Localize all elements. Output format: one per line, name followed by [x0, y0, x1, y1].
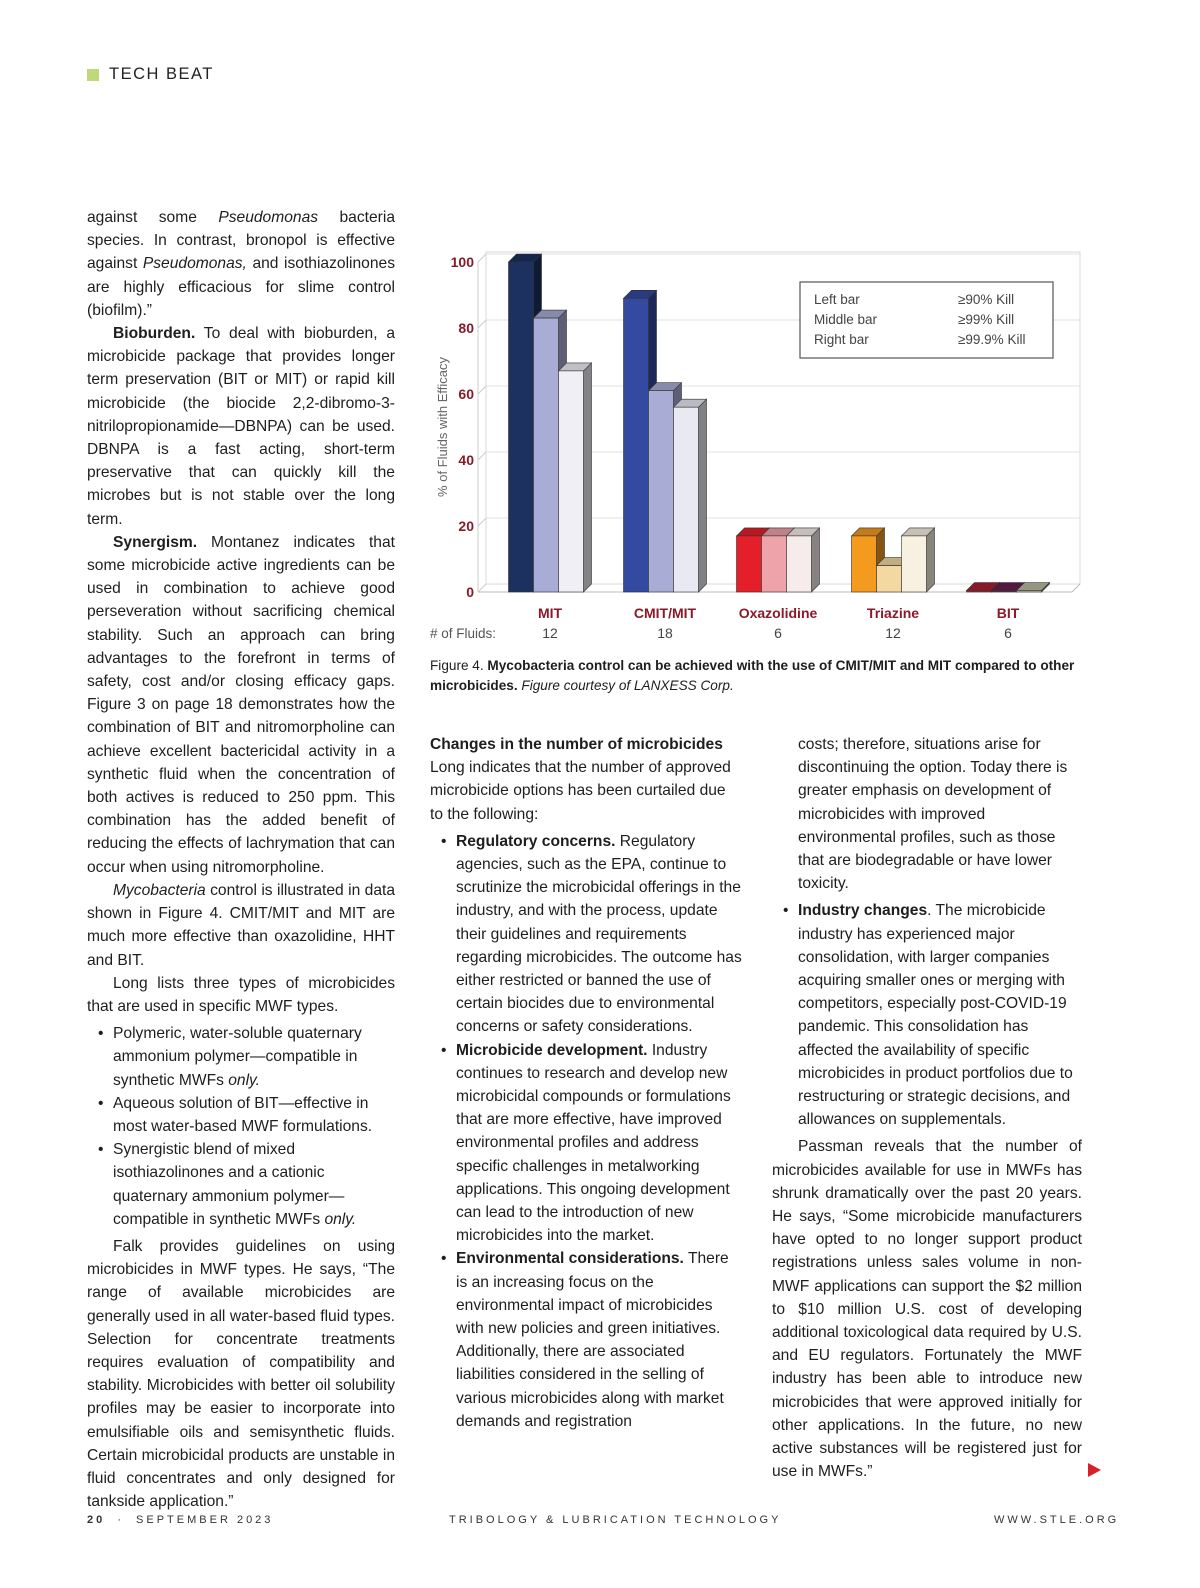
caption-prefix: Figure 4. — [430, 658, 488, 673]
text-run: Montanez indicates that some microbicide active ingredients can be used in combination to achieve good perseveration without sacrificing chemical stability. Such an approach can bring advantages to the forefront in terms of safety, cost and/or closing efficacy gaps. Figure 3 on page 18 demonstrates how the combination of BIT and nitromorpholine can achieve excellent bactericidal activity in a synthetic fluid when the concentration of both actives is reduced to 250 ppm. This combination has the added benefit of reducing the effects of lachrymation that can occur when using nitromorpholine. — [87, 533, 395, 876]
text-run: Long lists three types of microbicides that are used in specific MWF types. — [87, 974, 395, 1015]
text-run: and isothiazolinones are highly efficacious for slime control (biofilm).” — [87, 255, 395, 319]
x-axis-floor-edge — [1072, 584, 1080, 592]
paragraph — [87, 879, 395, 972]
bar-oxazolidine-right-bar — [787, 536, 812, 592]
text-run: against some — [87, 209, 219, 226]
gridline-side — [478, 584, 486, 592]
fluid-count: 12 — [542, 625, 558, 641]
footer-left — [87, 1514, 273, 1526]
text-run: Polymeric, water-soluble quaternary ammonium polymer—compatible in synthetic MWFs — [113, 1025, 362, 1089]
bar-mit-left-bar — [509, 262, 534, 592]
text-run: Synergistic blend of mixed isothiazolinones and a cationic quaternary ammonium polymer—compatible in synthetic MWFs — [113, 1141, 345, 1228]
gridline-side — [478, 386, 486, 394]
bar-triazine-middle-bar — [877, 566, 902, 592]
bar-oxazolidine-middle-bar — [762, 536, 787, 592]
bold-lead-in: Environmental considerations. — [456, 1250, 684, 1268]
bar-side — [699, 399, 707, 592]
bar-side — [584, 363, 592, 592]
paragraph — [430, 756, 742, 826]
y-axis-label: % of Fluids with Efficacy — [435, 357, 450, 497]
gridline-side — [478, 320, 486, 328]
text-run: costs; therefore, situations arise for discontinuing the option. Today there is greater emphasis on development of microbicides with improved environmental profiles, such as those that are biodegradable or have lower toxicity. — [798, 736, 1068, 893]
text-run: control is illustrated in data shown in Figure 4. CMIT/MIT and MIT are much more effective than oxazolidine, HHT and BIT. — [87, 881, 395, 969]
gridline-side — [478, 254, 486, 262]
bullet-item — [456, 1039, 742, 1248]
text-run: Long indicates that the number of approved microbicide options has been curtailed due to the following: — [430, 759, 731, 823]
text-run: Passman reveals that the number of microbicides available for use in MWFs has shrunk dramatically over the past 20 years. He says, “Some microbicide manufacturers have opted to no longer support product registrations unless sales volume in non-MWF applications can support the $2 million to $10 million U.S. cost of developing additional toxicological data required by U.S. and EU regulators. Fortunately the MWF industry has been able to introduce new microbicides that were approved initially for other applications. In the future, no new active substances will be registered just for use in MWFs.” — [772, 1138, 1082, 1481]
figure-caption — [430, 656, 1090, 696]
section-square-icon — [87, 69, 99, 81]
bar-side — [812, 528, 820, 592]
italic-text: Mycobacteria — [113, 881, 206, 899]
italic-text: Pseudomonas, — [142, 255, 247, 273]
paragraph — [87, 531, 395, 879]
text-run: To deal with bioburden, a microbicide package that provides longer term preservation (BIT or MIT) or rapid kill microbicide (the biocide 2,2-dibromo-3-nitrilopropionamide—DBNPA) can be used. DBNPA is a fast acting, short-term preservative that can quickly kill the microbes but is not stable over the long term. — [87, 325, 395, 528]
bar-triazine-right-bar — [902, 536, 927, 592]
bullet-list — [772, 899, 1082, 1131]
legend-series-name: Middle bar — [814, 312, 878, 327]
bullet-item — [113, 1092, 395, 1138]
text-run: . The microbicide industry has experienced major consolidation, with larger companies acquiring smaller ones or merging with competitors, especially post-COVID-19 pandemic. This consolidation has affected the availability of specific microbicides in product portfolios due to restructuring or strategic decisions, and allowances on supplementals. — [798, 902, 1073, 1129]
y-tick-label: 60 — [458, 386, 474, 402]
fluid-count: 18 — [657, 625, 673, 641]
paragraph — [772, 1135, 1082, 1483]
text-run: There is an increasing focus on the environmental impact of microbicides with new policies and green initiatives. Additionally, there are associated liabilities considered in the selling of various microbicides along with market demands and registration — [456, 1250, 729, 1430]
paragraph — [87, 972, 395, 1018]
bullet-list — [430, 830, 742, 1433]
publication-name: TRIBOLOGY & LUBRICATION TECHNOLOGY — [449, 1514, 782, 1526]
bold-lead-in: Bioburden. — [113, 325, 196, 343]
caption-credit: Figure courtesy of LANXESS Corp. — [517, 678, 734, 693]
bar-mit-right-bar — [559, 371, 584, 592]
italic-text: Pseudomonas — [218, 209, 319, 226]
paragraph — [772, 733, 1082, 895]
fluid-count: 12 — [885, 625, 901, 641]
footer-separator: · — [117, 1514, 124, 1526]
middle-column — [430, 733, 742, 1437]
right-column — [772, 733, 1082, 1484]
legend-series-name: Right bar — [814, 332, 869, 347]
page-number: 20 — [87, 1514, 106, 1526]
bar-cmit-mit-right-bar — [674, 407, 699, 592]
section-label: TECH BEAT — [109, 65, 214, 83]
category-label: Triazine — [866, 605, 920, 621]
gridline-side — [478, 452, 486, 460]
bold-lead-in: Industry changes — [798, 902, 928, 920]
bar-cmit-mit-middle-bar — [649, 391, 674, 592]
legend-series-name: Left bar — [814, 292, 860, 307]
category-label: CMIT/MIT — [633, 605, 697, 621]
website-link[interactable]: WWW.STLE.ORG — [994, 1514, 1120, 1526]
bullet-item — [798, 899, 1082, 1131]
issue-date: SEPTEMBER 2023 — [136, 1514, 274, 1526]
text-run: Aqueous solution of BIT—effective in most water-based MWF formulations. — [113, 1094, 373, 1135]
bar-bit-middle-bar — [992, 591, 1017, 593]
text-run: bacteria species. In contrast, bronopol is effective against — [87, 209, 395, 273]
bullet-item — [456, 1247, 742, 1433]
category-label: MIT — [537, 605, 563, 621]
gridline-side — [478, 518, 486, 526]
category-label: BIT — [996, 605, 1020, 621]
caption-bold: Mycobacteria control can be achieved with the use of CMIT/MIT and MIT compared to other microbicides. — [430, 658, 1075, 693]
continue-arrow-icon — [1088, 1463, 1101, 1477]
bar-side — [927, 528, 935, 592]
bold-lead-in: Regulatory concerns. — [456, 832, 616, 850]
bold-lead-in: Synergism. — [113, 533, 198, 551]
bullet-list — [87, 1022, 395, 1231]
paragraph — [430, 733, 742, 756]
fluids-label: # of Fluids: — [430, 626, 497, 641]
legend-series-value: ≥90% Kill — [958, 292, 1015, 307]
bold-lead-in: Microbicide development. — [456, 1041, 648, 1059]
bullet-item — [113, 1022, 395, 1092]
bar-triazine-left-bar — [852, 536, 877, 592]
text-run: Regulatory agencies, such as the EPA, continue to scrutinize the microbicidal offerings in the industry, and with the process, update their guidelines and requirements regarding microbicides. The outcome has either restricted or banned the use of certain biocides due to environmental concerns or safety considerations. — [456, 832, 742, 1036]
y-tick-label: 80 — [458, 320, 474, 336]
legend-series-value: ≥99.9% Kill — [958, 332, 1026, 347]
bold-lead-in: Changes in the number of microbicides — [430, 736, 723, 753]
y-tick-label: 40 — [458, 452, 474, 468]
bar-cmit-mit-left-bar — [624, 298, 649, 592]
y-tick-label: 20 — [458, 518, 474, 534]
paragraph — [87, 322, 395, 531]
section-tag — [87, 65, 214, 84]
italic-text: only. — [228, 1071, 261, 1089]
bullet-item — [456, 830, 742, 1039]
y-tick-label: 100 — [450, 254, 474, 270]
left-column — [87, 206, 395, 1513]
y-tick-label: 0 — [466, 584, 474, 600]
fluid-count: 6 — [1004, 625, 1012, 641]
text-run: Falk provides guidelines on using microbicides in MWF types. He says, “The range of available microbicides are generally used in all water-based fluid types. Selection for concentrate treatments requires evaluation of compatibility and stability. Microbicides with better oil solubility profiles may be easier to incorporate into emulsifiable oils and semisynthetic fluids. Certain microbicidal products are unstable in fluid concentrates and only designed for tankside application.” — [87, 1237, 395, 1511]
figure-4-chart — [420, 240, 1100, 650]
bar-bit-left-bar — [967, 591, 992, 593]
paragraph — [87, 1235, 395, 1513]
italic-text: only. — [324, 1210, 357, 1228]
category-label: Oxazolidine — [738, 605, 818, 621]
bar-mit-middle-bar — [534, 318, 559, 592]
paragraph — [87, 206, 395, 322]
fluid-count: 6 — [774, 625, 782, 641]
bullet-item — [113, 1138, 395, 1231]
bar-bit-right-bar — [1017, 591, 1042, 593]
bar-oxazolidine-left-bar — [737, 536, 762, 592]
legend — [800, 282, 1053, 358]
legend-series-value: ≥99% Kill — [958, 312, 1015, 327]
text-run: Industry continues to research and develop new microbicidal compounds or formulations that are more effective, have improved environmental profiles and address specific challenges in metalworking applications. This ongoing development can lead to the introduction of new microbicides into the market. — [456, 1041, 731, 1245]
